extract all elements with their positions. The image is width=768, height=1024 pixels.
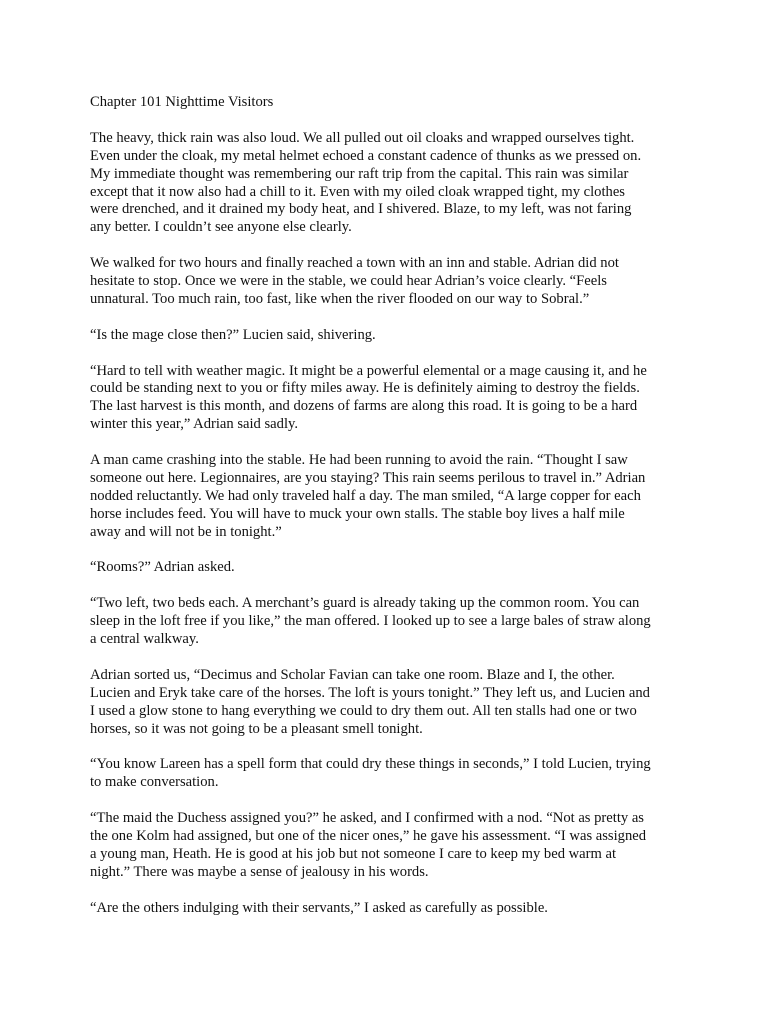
paragraph: “Are the others indulging with their servants,” I asked as carefully as possible. — [90, 899, 548, 916]
document-page — [90, 94, 680, 935]
paragraph: “The maid the Duchess assigned you?” he asked, and I confirmed with a nod. “Not as pretty as the one Kolm had assigned, but one of the nicer ones,” he gave his assessment. “I was assigned a young man, Heath. He is good at his job but not someone I care to keep my bed warm at night.” There was maybe a sense of jealousy in his words. — [90, 810, 647, 880]
chapter-title: Chapter 101 Nighttime Visitors — [90, 94, 274, 110]
paragraph: We walked for two hours and finally reached a town with an inn and stable. Adrian did not hesitate to stop. Once we were in the stable, we could hear Adrian’s voice clearly. “Feels unnatural. Too much rain, too fast, like when the river flooded on our way to Sobral.” — [90, 255, 619, 307]
paragraph: A man came crashing into the stable. He had been running to avoid the rain. “Thought I saw someone out here. Legionnaires, are you staying? This rain seems perilous to travel in.” Adrian nodded reluctantly. We had only traveled half a day. The man smiled, “A large copper for each horse includes feed. You will have to muck your own stalls. The stable boy lives a half mile away and will not be in tonight.” — [90, 452, 646, 540]
paragraph: “Two left, two beds each. A merchant’s guard is already taking up the common room. You can sleep in the loft free if you like,” the man offered. I looked up to see a large bales of straw along a central walkway. — [90, 595, 651, 648]
paragraph: Adrian sorted us, “Decimus and Scholar Favian can take one room. Blaze and I, the other. Lucien and Eryk take care of the horses. The loft is yours tonight.” They left us, and Lucien and I used a glow stone to hang everything we could to dry them out. All ten stalls had one or two horses, so it was not going to be a pleasant smell tonight. — [90, 666, 650, 737]
paragraph: “Is the mage close then?” Lucien said, shivering. — [90, 326, 376, 343]
paragraph: “You know Lareen has a spell form that could dry these things in seconds,” I told Lucien, trying to make conversation. — [90, 756, 651, 791]
paragraph: “Hard to tell with weather magic. It might be a powerful elemental or a mage causing it, and he could be standing next to you or fifty miles away. He is definitely aiming to destroy the fields. The last harvest is this month, and dozens of farms are along this road. It is going to be a hard winter this year,” Adrian said sadly. — [90, 362, 647, 433]
paragraph: “Rooms?” Adrian asked. — [90, 559, 235, 576]
paragraph: The heavy, thick rain was also loud. We all pulled out oil cloaks and wrapped ourselves tight. Even under the cloak, my metal helmet echoed a constant cadence of thunks as we pressed on. My immediate thought was remembering our raft trip from the capital. This rain was similar except that it now also had a chill to it. Even with my oiled cloak wrapped tight, my clothes were drenched, and it drained my body heat, and I shivered. Blaze, to my left, was not faring any better. I couldn’t see anyone else clearly. — [90, 129, 642, 236]
